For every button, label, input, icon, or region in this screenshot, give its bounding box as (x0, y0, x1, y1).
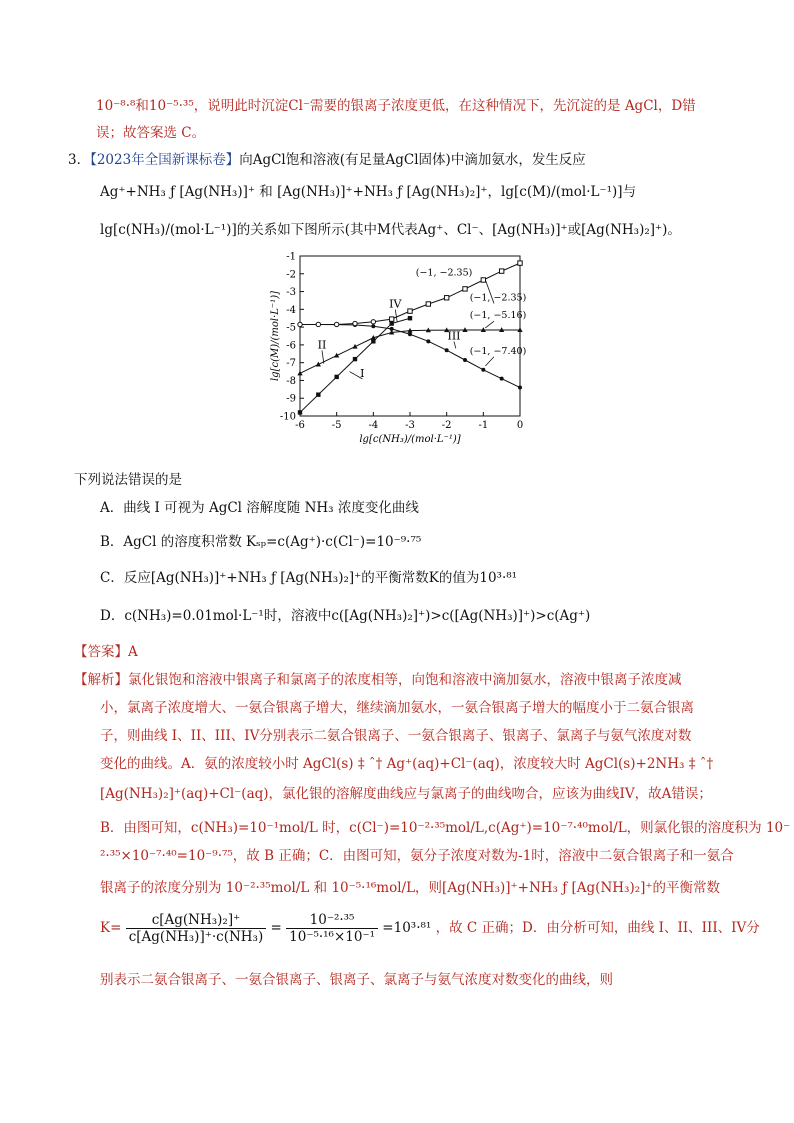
option-d: D．c(NH₃)=0.01mol·L⁻¹时，溶液中c([Ag(NH₃)₂]⁺)>c([Ag(NH₃)]⁺)>c(Ag⁺) (100, 608, 591, 624)
y-tick-label: -10 (279, 411, 296, 423)
point-IV (481, 278, 485, 282)
point-III (426, 339, 430, 343)
y-tick-label: -2 (286, 269, 296, 281)
k-label: K= (100, 920, 122, 936)
y-tick-label: -7 (286, 358, 296, 370)
point-III (408, 332, 412, 336)
k-numerator: c[Ag(NH₃)₂]⁺ (126, 912, 267, 929)
question-number: 3． (68, 152, 91, 168)
y-tick-label: -8 (286, 375, 296, 387)
curve-label-II: II (317, 338, 327, 352)
point-IV (353, 321, 357, 325)
curve-label-III: III (447, 329, 461, 343)
point-III (463, 358, 467, 362)
k-numerator-2: 10⁻²·³⁵ (286, 912, 378, 929)
x-tick-label: -4 (368, 420, 379, 431)
curve-label-leader (395, 310, 397, 322)
curve-label-leader (322, 350, 324, 363)
analysis-line-1 (74, 670, 682, 690)
intro-line-2: 误；故答案选 C。 (96, 125, 206, 141)
y-axis-label: lg[c(M)/(mol·L⁻¹)] (270, 290, 281, 382)
analysis-text-1: 氯化银饱和溶液中银离子和氯离子的浓度相等，向饱和溶液中滴加氨水，溶液中银离子浓度减 (128, 672, 682, 688)
analysis-line-4: 变化的曲线。A．氨的浓度较小时 AgCl(s) ‡ ˆ† Ag⁺(aq)+Cl⁻(aq)，浓度较大时 AgCl(s)+2NH₃ ‡ ˆ† (100, 756, 714, 772)
annotation-leader (485, 357, 494, 366)
point-IV (408, 309, 412, 313)
k-result: =10³·⁸¹ (382, 920, 432, 936)
answer-value: A (128, 644, 138, 660)
question-stem-3: lg[c(NH₃)/(mol·L⁻¹)]的关系如下图所示(其中M代表Ag⁺、Cl⁻、[Ag(NH₃)]⁺或[Ag(NH₃)₂]⁺)。 (100, 222, 681, 238)
analysis-line-2: 小，氯离子浓度增大、一氨合银离子增大，继续滴加氨水，一氨合银离子增大的幅度小于二氨合银离 (100, 700, 694, 716)
k-fraction-1 (126, 912, 267, 945)
option-c: C．反应[Ag(NH₃)]⁺+NH₃ ƒ [Ag(NH₃)₂]⁺的平衡常数K的值为10³·⁸¹ (100, 570, 518, 586)
analysis-line-3: 子，则曲线 I、II、III、IV分别表示二氨合银离子、一氨合银离子、银离子、氯离子与氨气浓度对数 (100, 728, 692, 744)
y-tick-label: -5 (286, 322, 296, 334)
annotation-3: (−1, −5.16) (469, 310, 527, 322)
x-axis-label: lg[c(NH₃)/(mol·L⁻¹)] (359, 434, 461, 445)
point-I (298, 410, 302, 414)
chart (268, 248, 538, 445)
y-tick-label: -3 (286, 287, 296, 299)
question-stem-2: Ag⁺+NH₃ ƒ [Ag(NH₃)]⁺ 和 [Ag(NH₃)]⁺+NH₃ ƒ [Ag(NH₃)₂]⁺，lg[c(M)/(mol·L⁻¹)]与 (100, 184, 637, 200)
annotation-4: (−1, −7.40) (469, 345, 527, 357)
y-tick-label: -9 (286, 393, 296, 405)
question-header (68, 150, 586, 170)
point-I (334, 375, 338, 379)
point-III (371, 324, 375, 328)
point-IV (316, 322, 320, 326)
point-III (500, 377, 504, 381)
point-IV (389, 317, 393, 321)
k-denominator-2: 10⁻⁵·¹⁶×10⁻¹ (289, 929, 375, 945)
chart-svg (268, 248, 538, 445)
point-IV (426, 302, 430, 306)
curve-label-leader (454, 342, 456, 349)
intro-line-1: 10⁻⁸·⁸和10⁻⁵·³⁵，说明此时沉淀Cl⁻需要的银离子浓度更低，在这种情况下，先沉淀的是 AgCl，D错 (96, 98, 696, 114)
curve-label-I: I (360, 366, 365, 380)
x-tick-label: -5 (331, 420, 342, 431)
option-b: B．AgCl 的溶度积常数 Kₛₚ=c(Ag⁺)·c(Cl⁻)=10⁻⁹·⁷⁵ (100, 534, 422, 550)
point-III (390, 327, 394, 331)
point-IV (518, 261, 522, 265)
point-I (371, 339, 375, 343)
point-III (445, 348, 449, 352)
analysis-label: 【解析】 (74, 672, 128, 688)
y-tick-label: -4 (286, 304, 296, 316)
x-tick-label: -6 (295, 420, 305, 431)
x-tick-label: 0 (516, 420, 524, 431)
curve-label-IV: IV (389, 297, 402, 311)
x-tick-label: -2 (441, 420, 452, 431)
point-III (481, 368, 485, 372)
point-I (408, 316, 412, 320)
analysis-line-8: 银离子的浓度分别为 10⁻²·³⁵mol/L 和 10⁻⁵·¹⁶mol/L，则[Ag(NH₃)]⁺+NH₃ ƒ [Ag(NH₃)₂]⁺的平衡常数 (100, 880, 721, 896)
point-IV (499, 269, 503, 273)
point-IV (334, 322, 338, 326)
annotation-1: (−1, −2.35) (415, 267, 473, 279)
k-denominator: c[Ag(NH₃)]⁺·c(NH₃) (128, 929, 264, 945)
x-tick-label: -3 (405, 420, 415, 431)
answer-label: 【答案】 (74, 644, 128, 660)
k-formula: K= $\frac{\text{c[Ag(NH₃)₂]⁺}}{\text{c[Ag(NH₃)]⁺·c(NH₃)}}$ = $\frac{\text{10⁻²·³⁵}}{\text{10⁻⁵·¹⁶×10⁻¹}}$ =10³·⁸¹ ，故 C 正确；D．由分析可知，曲线 I、II、III、IV分 (100, 912, 760, 945)
k-fraction-2 (286, 912, 378, 945)
point-I (353, 357, 357, 361)
point-IV (463, 287, 467, 291)
point-IV (298, 322, 302, 326)
option-a: A．曲线 I 可视为 AgCl 溶解度随 NH₃ 浓度变化曲线 (100, 500, 419, 516)
k-tail: ，故 C 正确；D．由分析可知，曲线 I、II、III、IV分 (435, 920, 760, 936)
y-tick-label: -1 (286, 251, 296, 263)
y-tick-label: -6 (286, 340, 296, 352)
annotation-leader (485, 321, 494, 328)
point-I (316, 392, 320, 396)
x-tick-label: -1 (478, 420, 489, 431)
analysis-line-5: [Ag(NH₃)₂]⁺(aq)+Cl⁻(aq)，氯化银的溶解度曲线应与氯离子的曲线吻合，应该为曲线IV，故A错误； (100, 786, 712, 802)
annotation-2: (−1, −2.35) (469, 292, 527, 304)
point-IV (444, 296, 448, 300)
question-prompt: 下列说法错误的是 (74, 472, 182, 488)
point-III (518, 386, 522, 390)
analysis-line-7: ²·³⁵×10⁻⁷·⁴⁰=10⁻⁹·⁷⁵，故 B 正确；C．由图可知，氨分子浓度对数为-1时，溶液中二氨合银离子和一氨合 (100, 848, 734, 864)
question-source: 【2023年全国新课标卷】 (90, 152, 240, 168)
analysis-line-6: B．由图可知，c(NH₃)=10⁻¹mol/L 时，c(Cl⁻)=10⁻²·³⁵mol/L,c(Ag⁺)=10⁻⁷·⁴⁰mol/L，则氯化银的溶度积为 10⁻ (100, 820, 791, 836)
answer (74, 642, 138, 662)
point-IV (371, 320, 375, 324)
point-I (389, 321, 393, 325)
analysis-line-10: 别表示二氨合银离子、一氨合银离子、银离子、氯离子与氨气浓度对数变化的曲线，则 (100, 972, 613, 988)
question-stem-1: 向AgCl饱和溶液(有足量AgCl固体)中滴加氨水，发生反应 (239, 152, 586, 168)
